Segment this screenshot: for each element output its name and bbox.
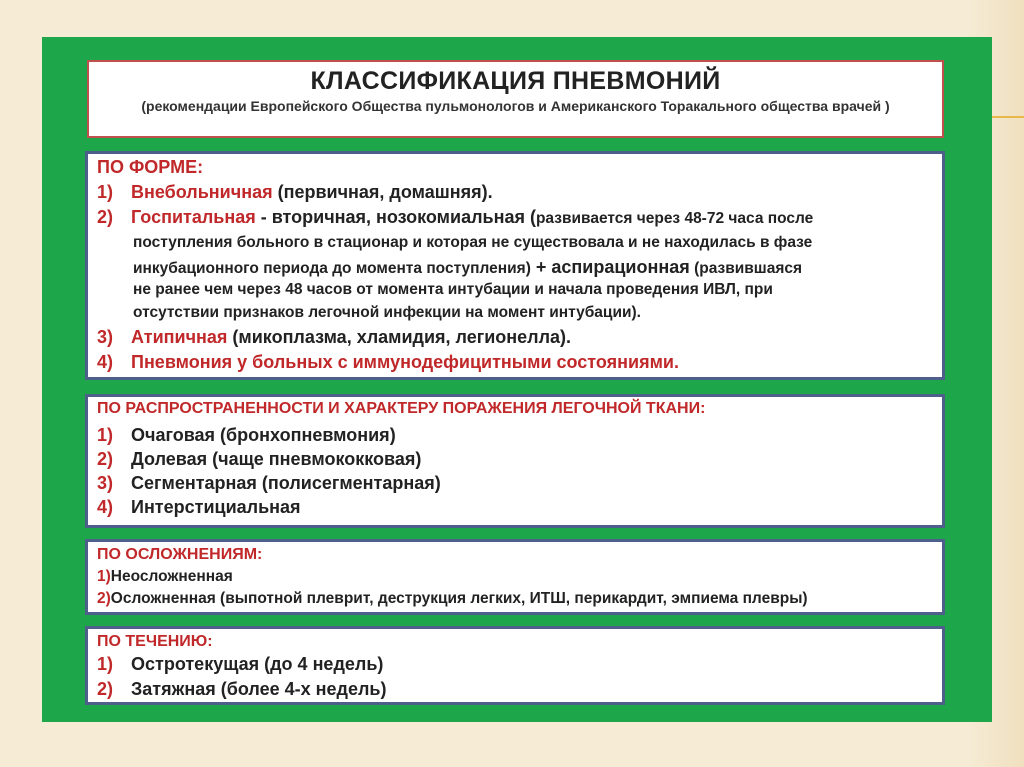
item-text: (развившаяся xyxy=(689,260,803,277)
item-text: (микоплазма, хламидия, легионелла). xyxy=(227,327,572,347)
list-item xyxy=(97,568,233,586)
item-number: 1) xyxy=(97,568,111,585)
slide xyxy=(42,37,992,722)
title-box xyxy=(87,60,944,138)
item-continuation: не ранее чем через 48 часов от момента интубации и начала проведения ИВЛ, при xyxy=(133,281,773,298)
section-spread xyxy=(85,394,945,528)
section-heading: ПО ФОРМЕ: xyxy=(97,157,204,177)
page-title: КЛАССИФИКАЦИЯ ПНЕВМОНИЙ xyxy=(310,67,721,95)
item-term: Пневмония у больных с иммунодефицитными состояниями. xyxy=(131,352,679,372)
item-number: 2) xyxy=(97,590,111,607)
list-item xyxy=(97,473,441,494)
section-heading: ПО РАСПРОСТРАНЕННОСТИ И ХАРАКТЕРУ ПОРАЖЕНИЯ ЛЕГОЧНОЙ ТКАНИ: xyxy=(97,400,706,417)
item-number: 1) xyxy=(97,654,114,674)
item-text: (первичная, домашняя). xyxy=(272,182,493,202)
item-text: Сегментарная (полисегментарная) xyxy=(131,473,441,493)
list-item xyxy=(97,352,679,373)
list-item xyxy=(97,425,396,446)
item-continuation: отсутствии признаков легочной инфекции на момент интубации). xyxy=(133,304,641,321)
list-item xyxy=(97,590,808,608)
item-continuation: поступления больного в стационар и которая не существовала и не находилась в фазе xyxy=(133,234,813,251)
item-term: Госпитальная xyxy=(131,207,256,227)
item-text: Неосложненная xyxy=(110,568,233,585)
item-text: Очаговая (бронхопневмония) xyxy=(131,425,396,445)
item-number: 4) xyxy=(97,497,114,517)
page-subtitle: (рекомендации Европейского Общества пульмонологов и Американского Торакального общества врачей ) xyxy=(141,98,890,114)
section-heading: ПО ТЕЧЕНИЮ: xyxy=(97,633,213,650)
list-item xyxy=(97,654,383,675)
item-number: 3) xyxy=(97,327,114,347)
item-text: развивается через 48-72 часа после xyxy=(535,210,814,227)
item-continuation xyxy=(133,257,802,278)
list-item xyxy=(97,497,301,518)
item-text: Остротекущая (до 4 недель) xyxy=(131,654,384,674)
item-number: 3) xyxy=(97,473,114,493)
item-number: 2) xyxy=(97,207,114,227)
item-number: 4) xyxy=(97,352,114,372)
item-text: + аспирационная xyxy=(530,257,690,277)
item-text: Интерстициальная xyxy=(131,497,301,517)
item-term: Внебольничная xyxy=(131,182,273,202)
section-course xyxy=(85,626,945,705)
item-term: Атипичная xyxy=(131,327,228,347)
list-item xyxy=(97,449,421,470)
item-text: инкубационного периода до момента поступления) xyxy=(133,260,531,277)
item-text: - вторичная, нозокомиальная ( xyxy=(255,207,536,227)
item-number: 1) xyxy=(97,425,114,445)
item-text: Осложненная (выпотной плеврит, деструкция легких, ИТШ, перикардит, эмпиема плевры) xyxy=(110,590,808,607)
item-text: Затяжная (более 4-х недель) xyxy=(131,679,387,699)
item-text: Долевая (чаще пневмококковая) xyxy=(131,449,422,469)
list-item xyxy=(97,182,493,203)
item-number: 2) xyxy=(97,449,114,469)
section-form xyxy=(85,151,945,380)
list-item xyxy=(97,679,386,700)
section-heading: ПО ОСЛОЖНЕНИЯМ: xyxy=(97,546,263,563)
list-item xyxy=(97,207,813,228)
item-number: 2) xyxy=(97,679,114,699)
item-number: 1) xyxy=(97,182,114,202)
list-item xyxy=(97,327,571,348)
section-complications xyxy=(85,539,945,615)
